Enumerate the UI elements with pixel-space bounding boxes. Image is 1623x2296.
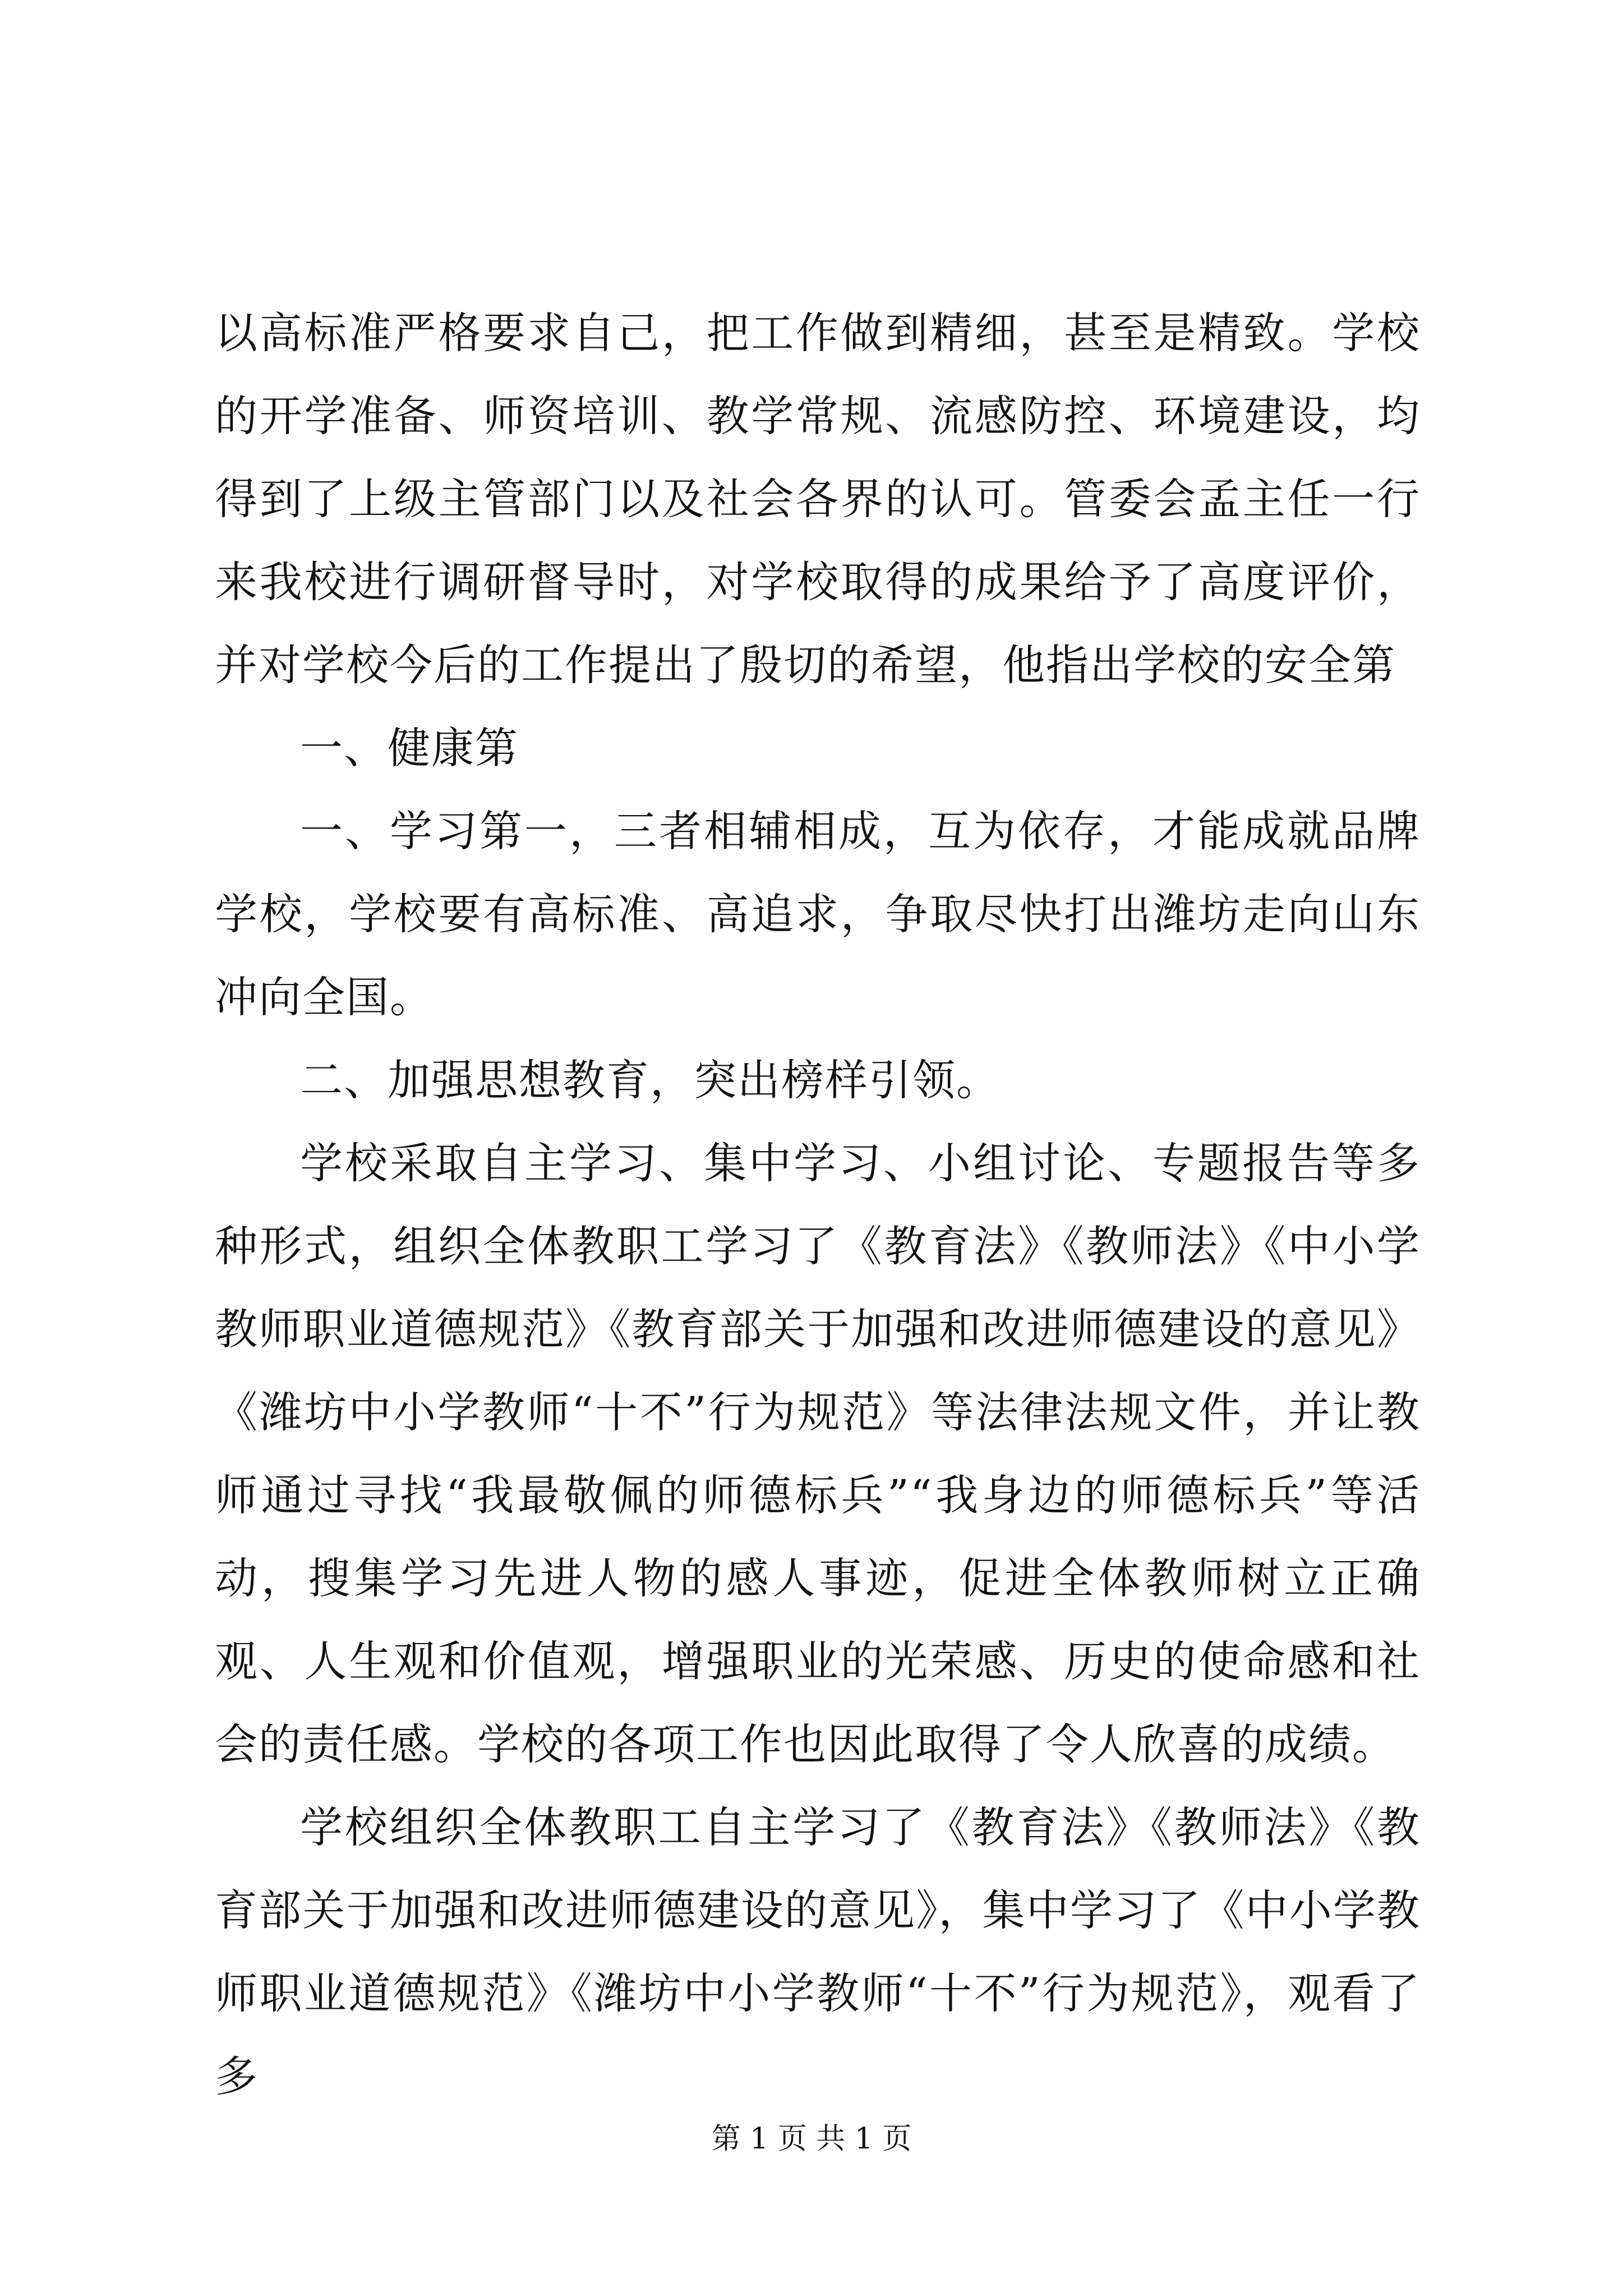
paragraph-self-study: 学校组织全体教职工自主学习了《教育法》《教师法》《教育部关于加强和改进师德建设的意见》，集中学习了《中小学教师职业道德规范》《潍坊中小学教师“十不”行为规范》，观看了多 <box>215 1802 1421 2101</box>
paragraph-study-first: 一、学习第一，三者相辅相成，互为依存，才能成就品牌学校，学校要有高标准、高追求，争取尽快打出潍坊走向山东冲向全国。 <box>215 806 1421 1022</box>
paragraph-health-first: 一、健康第 <box>300 723 519 773</box>
paragraph-continuation: 以高标准严格要求自己，把工作做到精细，甚至是精致。学校的开学准备、师资培训、教学常规、流感防控、环境建设，均得到了上级主管部门以及社会各界的认可。管委会孟主任一行来我校进行调研督导时，对学校取得的成果给予了高度评价，并对学校今后的工作提出了殷切的希望，他指出学校的安全第 <box>215 308 1421 690</box>
paragraph-study-forms: 学校采取自主学习、集中学习、小组讨论、专题报告等多种形式，组织全体教职工学习了《教育法》《教师法》《中小学教师职业道德规范》《教育部关于加强和改进师德建设的意见》《潍坊中小学教师“十不”行为规范》等法律法规文件，并让教师通过寻找“我最敬佩的师德标兵”“我身边的师德标兵”等活动，搜集学习先进人物的感人事迹，促进全体教师树立正确观、人生观和价值观，增强职业的光荣感、历史的使命感和社会的责任感。学校的各项工作也因此取得了令人欣喜的成绩。 <box>215 1138 1421 1769</box>
page-number-footer: 第 1 页 共 1 页 <box>711 2122 912 2156</box>
document-body <box>215 292 1421 2118</box>
section-heading-ideological-education: 二、加强思想教育，突出榜样引领。 <box>300 1055 1000 1105</box>
